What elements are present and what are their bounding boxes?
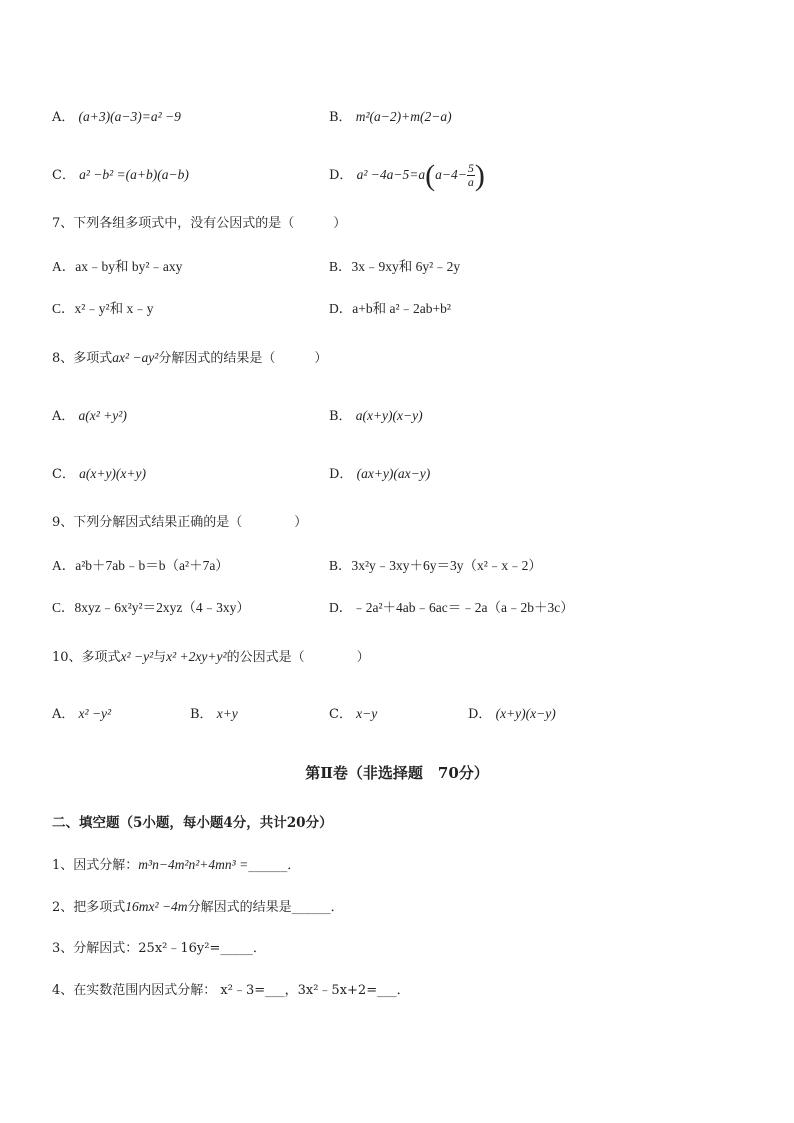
fraction-denominator: a	[467, 175, 474, 189]
stem-text: 10、多项式	[52, 650, 121, 665]
fill-text: 分解因式的结果是______．	[187, 900, 344, 915]
q10-option-b	[190, 704, 238, 725]
option-math: x² −y²	[78, 706, 112, 721]
q9-option-a: A．a²b＋7ab﹣b＝b（a²＋7a）	[52, 558, 229, 573]
fill-q3: 3、分解因式：25x²﹣16y²=_____．	[52, 941, 266, 956]
q7-option-b: B．3x﹣9xy和 6y²﹣2y	[329, 259, 461, 274]
q8-option-d	[329, 464, 430, 485]
option-math: m²(a−2)+m(2−a)	[355, 109, 452, 124]
q9-option-b: B．3x²y﹣3xy＋6y＝3y（x²﹣x﹣2）	[329, 558, 542, 573]
stem-text: 8、多项式	[52, 351, 113, 366]
option-label: C．	[329, 707, 352, 722]
option-label: D．	[329, 168, 353, 183]
q9-stem: 9、下列分解因式结果正确的是（ ）	[52, 515, 308, 530]
option-math: a(x² +y²)	[78, 408, 127, 423]
option-label: C．	[52, 168, 75, 183]
option-math: x−y	[356, 706, 378, 721]
option-math: x+y	[216, 706, 238, 721]
fill-q1	[52, 855, 300, 876]
q9-option-c: C．8xyz﹣6x²y²＝2xyz（4﹣3xy）	[52, 600, 250, 615]
option-math: (ax+y)(ax−y)	[356, 466, 431, 481]
fill-math: 16mx² −4m	[125, 899, 188, 914]
fill-math: m³n−4m²n²+4mn³ =	[138, 857, 249, 872]
fill-text: 1、因式分解：	[52, 858, 139, 873]
q8-option-b	[329, 406, 423, 427]
q6-option-d	[329, 158, 485, 193]
q8-option-a	[52, 406, 127, 427]
q7-option-a: A．ax﹣by和 by²﹣axy	[52, 259, 183, 274]
fill-blank: ______．	[248, 858, 301, 873]
option-label: B．	[329, 110, 352, 125]
q10-option-a	[52, 704, 111, 725]
stem-text: 的公因式是（ ）	[226, 650, 370, 665]
option-label: B．	[329, 409, 352, 424]
option-label: C．	[52, 467, 75, 482]
option-label: B．	[190, 707, 213, 722]
option-label: A．	[52, 409, 75, 424]
stem-math: ax² −ay²	[112, 350, 159, 365]
q6-option-a	[52, 107, 181, 128]
stem-math: x² +2xy+y²	[166, 649, 227, 664]
stem-text: 与	[153, 650, 167, 665]
fill-q2	[52, 897, 344, 918]
q8-stem	[52, 348, 327, 369]
option-math: (a+3)(a−3)=a² −9	[78, 109, 181, 124]
q10-option-d	[468, 704, 556, 725]
fill-text: 2、把多项式	[52, 900, 126, 915]
q9-option-d: D．﹣2a²＋4ab﹣6ac＝﹣2a（a﹣2b＋3c）	[329, 600, 574, 615]
option-math: a² −b² =(a+b)(a−b)	[79, 167, 189, 182]
option-math: (x+y)(x−y)	[495, 706, 556, 721]
fraction-numerator: 5	[467, 161, 474, 175]
stem-math: x² −y²	[120, 649, 154, 664]
q6-option-c	[52, 165, 189, 186]
right-paren: )	[474, 159, 485, 192]
part-two-title: 二、填空题（5小题，每小题4分，共计20分）	[52, 815, 333, 831]
q10-option-c	[329, 704, 377, 725]
q7-option-c: C．x²﹣y²和 x﹣y	[52, 301, 154, 316]
option-label: D．	[468, 707, 492, 722]
stem-text: 分解因式的结果是（ ）	[158, 351, 328, 366]
option-label: A．	[52, 110, 75, 125]
fraction	[467, 162, 475, 189]
q8-option-c	[52, 464, 146, 485]
option-math-inner: a−4−	[435, 167, 467, 182]
option-math: a(x+y)(x+y)	[79, 466, 147, 481]
option-label: D．	[329, 467, 353, 482]
section-title: 第Ⅱ卷（非选择题 70分）	[305, 764, 489, 782]
q7-option-d: D．a+b和 a²﹣2ab+b²	[329, 301, 451, 316]
option-label: A．	[52, 707, 75, 722]
option-math: a(x+y)(x−y)	[355, 408, 423, 423]
q7-stem: 7、下列各组多项式中，没有公因式的是（ ）	[52, 216, 347, 231]
fill-q4: 4、在实数范围内因式分解： x²﹣3=___，3x²﹣5x+2=___．	[52, 983, 410, 998]
left-paren: (	[425, 159, 436, 192]
q6-option-b	[329, 107, 452, 128]
q10-stem	[52, 647, 370, 668]
option-math-pre: a² −4a−5=a	[356, 167, 426, 182]
